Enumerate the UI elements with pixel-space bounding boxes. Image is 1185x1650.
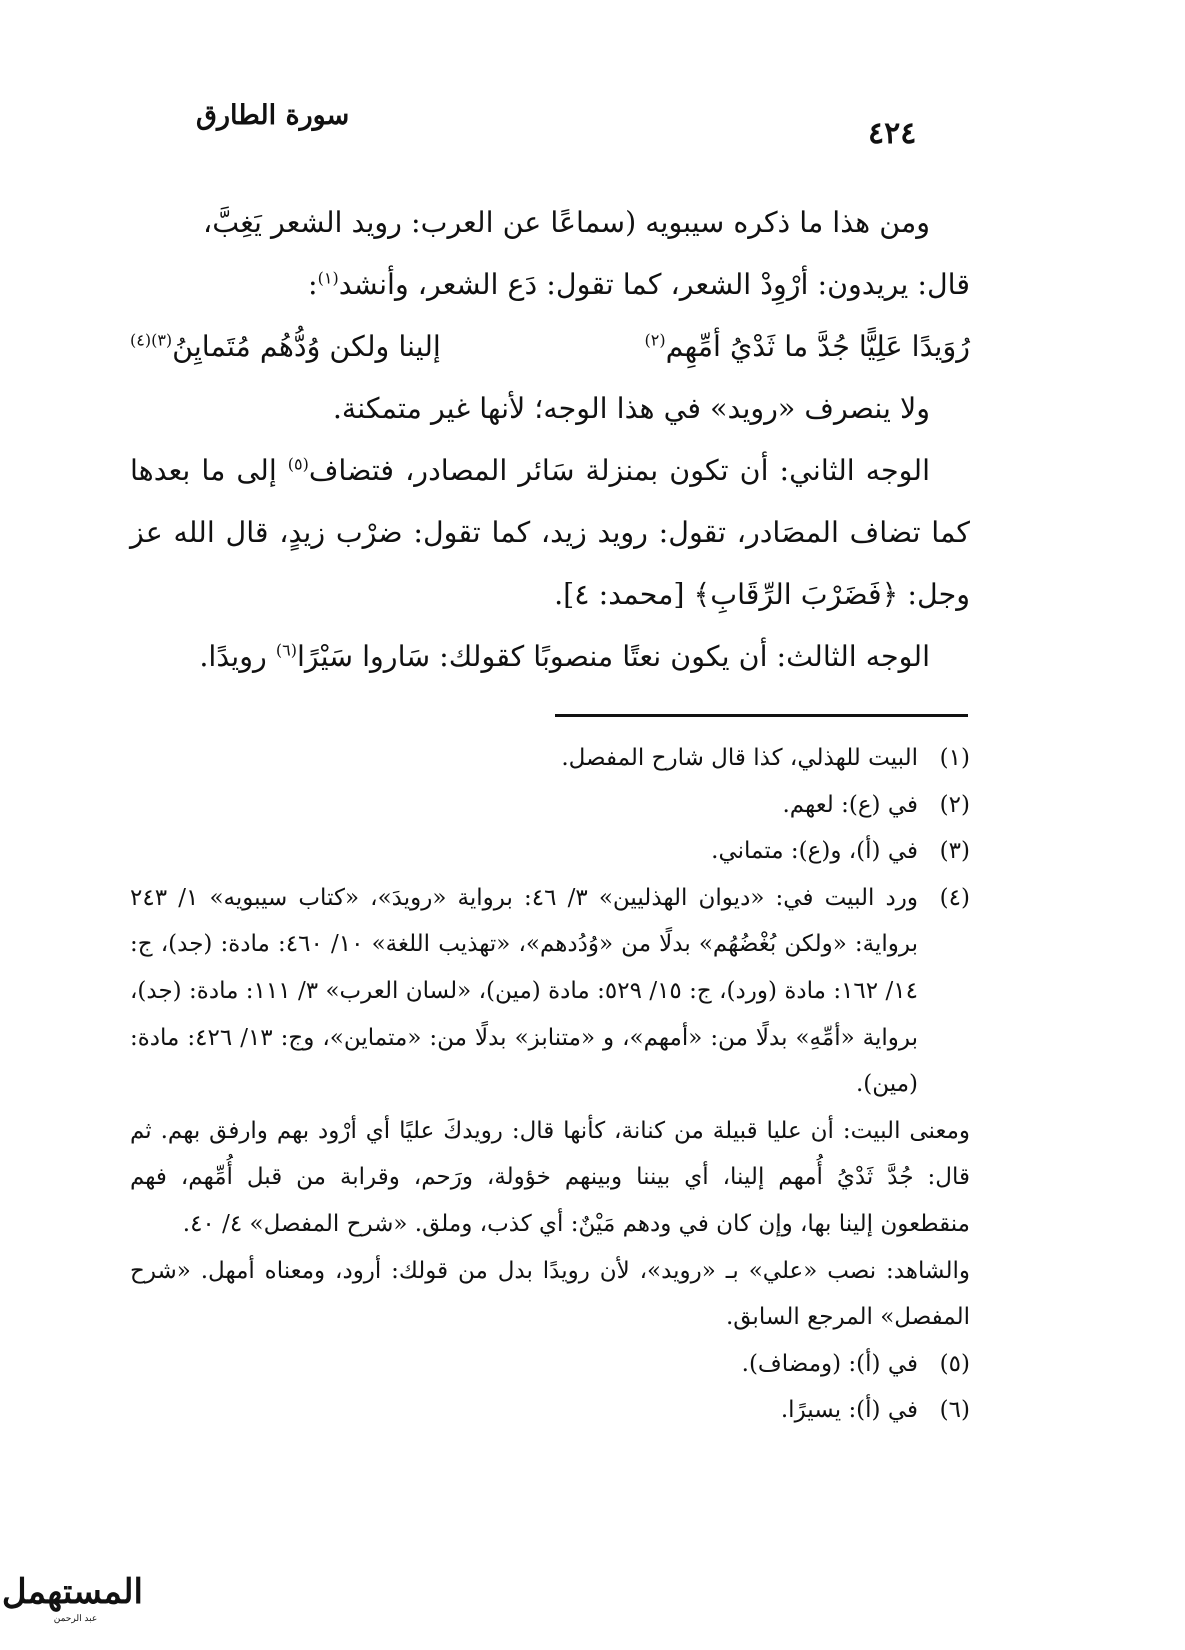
footnote-2 (130, 782, 970, 829)
footnote-6 (130, 1387, 970, 1434)
footnote-number: (٥) (939, 1350, 970, 1377)
verse-first-hemistich: رُوَيدًا عَلِيًّا جُدَّ ما ثَدْيُ أمِّهِم$^{(٢)}$ (644, 330, 970, 363)
footnote-3 (130, 828, 970, 875)
page-number: ٤٢٤ (868, 116, 917, 151)
logo-calligraphy: المستهمل (1, 1572, 143, 1612)
paragraph-3: الوجه الثاني: أن تكون بمنزلة سَائر المصادر، فتضاف$^{(٥)}$ إلى ما بعدها كما تضاف المصَادر، تقول: رويد زيد، كما تقول: ضرْب زيدٍ، قال الله عز وجل: ﴿فَضَرْبَ الرِّقَابِ﴾ [محمد: ٤]. (130, 454, 970, 611)
footnote-number: (٤) (939, 884, 970, 911)
footnote-ref-2[interactable]: (٢) (644, 330, 666, 350)
footnote-ref-5[interactable]: (٥) (287, 454, 309, 474)
surah-title: سورة الطارق (196, 100, 350, 131)
footnote-text: في (أ)، و(ع): متماني. (711, 838, 918, 865)
footnote-4 (130, 875, 970, 1108)
footnote-number: (١) (939, 745, 970, 771)
footnote-ref-1[interactable]: (١) (317, 268, 339, 288)
main-text (130, 192, 970, 688)
footnote-text: البيت للهذلي، كذا قال شارح المفصل. (561, 745, 918, 771)
footnotes (130, 735, 970, 1434)
verse-second-hemistich: إلينا ولكن وُدُّهُم مُتَمايِنُ$^{(٣)(٤)}$ (130, 330, 441, 363)
footnote-number: (٣) (939, 838, 970, 865)
footnote-ref-6[interactable]: (٦) (275, 640, 297, 660)
logo-subtext: عبد الرحمن (53, 1614, 98, 1624)
footnote-text: في (أ): يسيرًا. (780, 1397, 918, 1424)
footnote-ref-3-4[interactable]: (٣)(٤) (130, 330, 173, 350)
paragraph-4: الوجه الثالث: أن يكون نعتًا منصوبًا كقولك: سَاروا سَيْرًا$^{(٦)}$ رويدًا. (199, 640, 930, 673)
paragraph-1-line-2 (130, 254, 970, 316)
footnote-number: (٢) (939, 791, 970, 818)
footnote-5 (130, 1341, 970, 1388)
paragraph-1-line-1: ومن هذا ما ذكره سيبويه (سماعًا عن العرب: رويد الشعر يَغِبَّ، (203, 206, 930, 239)
footnote-4-witness: والشاهد: نصب «علي» بـ «رويد»، لأن رويدًا بدل من قولك: أرود، ومعناه أمهل. «شرح المفصل» المرجع السابق. (130, 1257, 970, 1331)
footnote-text: ورد البيت في: «ديوان الهذليين» ٣/ ٤٦: برواية «رويدَ»، «كتاب سيبويه» ١/ ٢٤٣ برواية: «ولكن بُغْضُهُم» بدلًا من «وُدُدهم»، «تهذيب اللغة» ١٠/ ٤٦٠: مادة: (جد)، ج: ١٤/ ١٦٢: مادة (ورد)، ج: ١٥/ ٥٢٩: مادة (مين)، «لسان العرب» ٣/ ١١١: مادة: (جد)، برواية «أمِّهِ» بدلًا من: «أمهم»، و «متنابز» بدلًا من: «متماين»، وج: ١٣/ ٤٢٦: مادة: (مين). (130, 884, 919, 1098)
footnote-1 (130, 735, 970, 782)
paragraph-2: ولا ينصرف «رويد» في هذا الوجه؛ لأنها غير متمكنة. (332, 392, 930, 425)
footnote-text: في (ع): لعهم. (782, 791, 918, 818)
footnote-4-meaning: ومعنى البيت: أن عليا قبيلة من كنانة، كأنها قال: رويدكَ عليًا أي أرْود بهم وارفق بهم. ثم قال: جُدَّ ثَدْيُ أُمهم إلينا، أي بيننا وبينهم خؤولة، ورَحم، وقرابة من قبل أُمِّهم، فهم منقطعون إلينا بها، وإن كان في ودهم مَيْنٌ: أي كذب، وملق. «شرح المفصل» ٤/ ٤٠. (130, 1117, 970, 1237)
paragraph-1-colon: : (308, 268, 318, 301)
poetry-verse (130, 316, 970, 378)
footnote-separator (555, 714, 968, 717)
footnote-text: في (أ): (ومضاف). (741, 1350, 918, 1377)
footnote-number: (٦) (939, 1397, 970, 1424)
paragraph-1-text: قال: يريدون: أرْوِدْ الشعر، كما تقول: دَع الشعر، وأنشد (338, 268, 970, 301)
publisher-logo (1, 1568, 143, 1630)
